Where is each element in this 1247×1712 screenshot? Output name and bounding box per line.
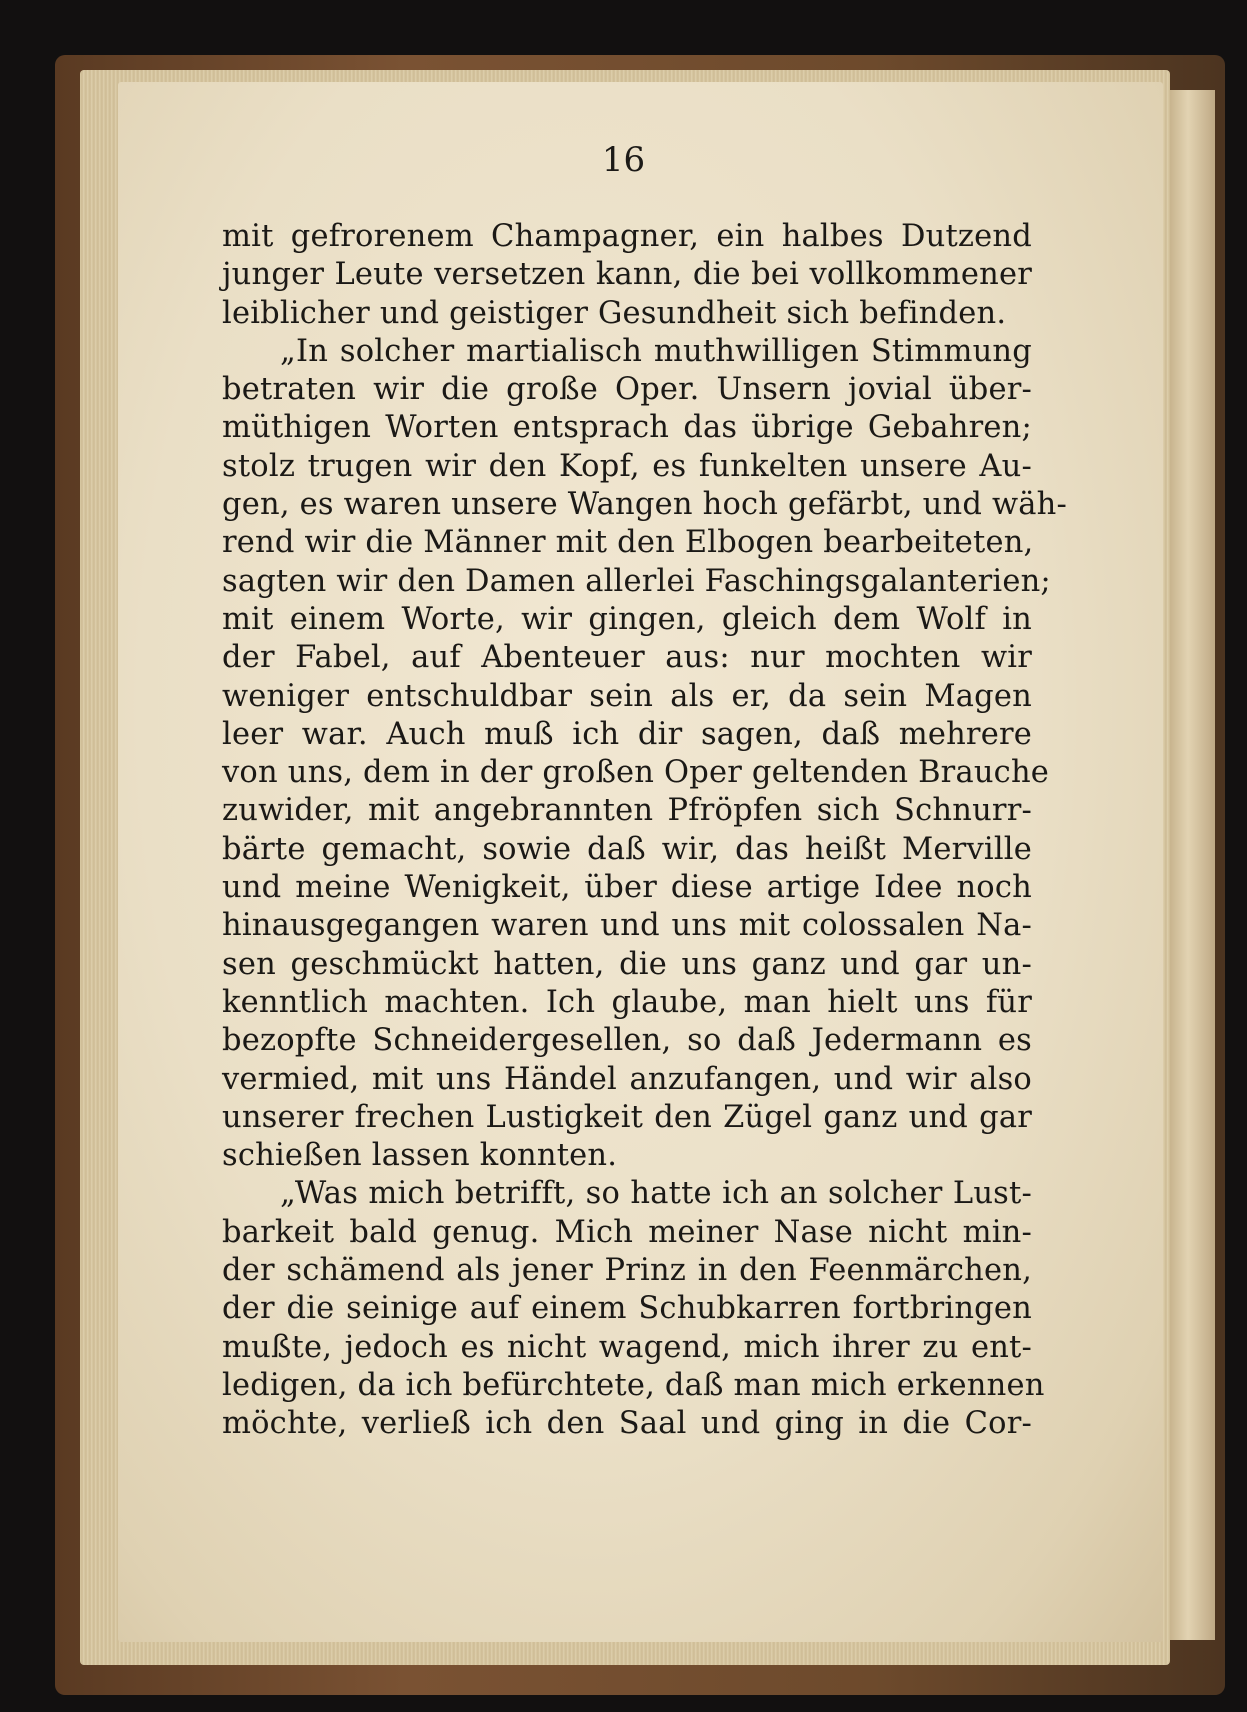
text-line: müthigen Worten entsprach das übrige Gebahren; <box>222 410 1032 446</box>
text-line: der schämend als jener Prinz in den Feenmärchen, <box>222 1253 1032 1289</box>
text-line: der Fabel, auf Abenteuer aus: nur mochten wir <box>222 640 1032 676</box>
page-number-text: 16 <box>601 140 646 180</box>
text-line: bezopfte Schneidergesellen, so daß Jedermann es <box>222 1023 1032 1059</box>
text-line: leiblicher und geistiger Gesundheit sich befinden. <box>222 295 1007 331</box>
text-line: unserer frechen Lustigkeit den Zügel ganz und gar <box>222 1099 1032 1135</box>
text-line: betraten wir die große Oper. Unsern jovial über- <box>222 372 1032 408</box>
text-line: mit einem Worte, wir gingen, gleich dem Wolf in <box>222 601 1032 637</box>
text-line: sagten wir den Damen allerlei Faschingsgalanterien; <box>222 563 1051 599</box>
text-line: barkeit bald genug. Mich meiner Nase nicht min- <box>222 1214 1032 1250</box>
text-line: mußte, jedoch es nicht wagend, mich ihrer zu ent- <box>222 1329 1032 1365</box>
text-line: mit gefrorenem Champagner, ein halbes Dutzend <box>222 219 1032 254</box>
text-line: vermied, mit uns Händel anzufangen, und wir also <box>222 1061 1032 1097</box>
text-line: zuwider, mit angebrannten Pfröpfen sich Schnurr- <box>222 793 1032 829</box>
text-line: junger Leute versetzen kann, die bei vollkommener <box>222 257 1032 293</box>
text-line: sen geschmückt hatten, die uns ganz und gar un- <box>222 946 1032 982</box>
text-line: ledigen, da ich befürchtete, daß man mich erkennen <box>222 1367 1045 1403</box>
text-line: weniger entschuldbar sein als er, da sein Magen <box>222 678 1032 714</box>
body-text <box>222 218 1067 1444</box>
text-line: stolz trugen wir den Kopf, es funkelten unsere Au- <box>222 448 1032 484</box>
text-line: der die seinige auf einem Schubkarren fortbringen <box>222 1291 1032 1327</box>
text-line: leer war. Auch muß ich dir sagen, daß mehrere <box>222 716 1032 752</box>
page-number <box>0 140 1247 180</box>
text-line: rend wir die Männer mit den Elbogen bearbeiteten, <box>222 525 1034 561</box>
text-line: und meine Wenigkeit, über diese artige Idee noch <box>222 870 1032 906</box>
facing-page-edge <box>1170 90 1215 1640</box>
text-line: schießen lassen konnten. <box>222 1138 618 1174</box>
paragraph-start-line: „Was mich betrifft, so hatte ich an solcher Lust- <box>280 1176 1032 1212</box>
text-line: möchte, verließ ich den Saal und ging in die Cor- <box>222 1406 1032 1442</box>
text-line: bärte gemacht, sowie daß wir, das heißt Merville <box>222 831 1032 867</box>
text-line: von uns, dem in der großen Oper geltenden Brauche <box>222 755 1050 791</box>
text-line: kenntlich machten. Ich glaube, man hielt uns für <box>222 984 1032 1020</box>
text-line: hinausgegangen waren und uns mit colossalen Na- <box>222 908 1032 944</box>
text-line: gen, es waren unsere Wangen hoch gefärbt, und wäh- <box>222 487 1067 523</box>
paragraph-start-line: „In solcher martialisch muthwilligen Stimmung <box>280 333 1032 369</box>
